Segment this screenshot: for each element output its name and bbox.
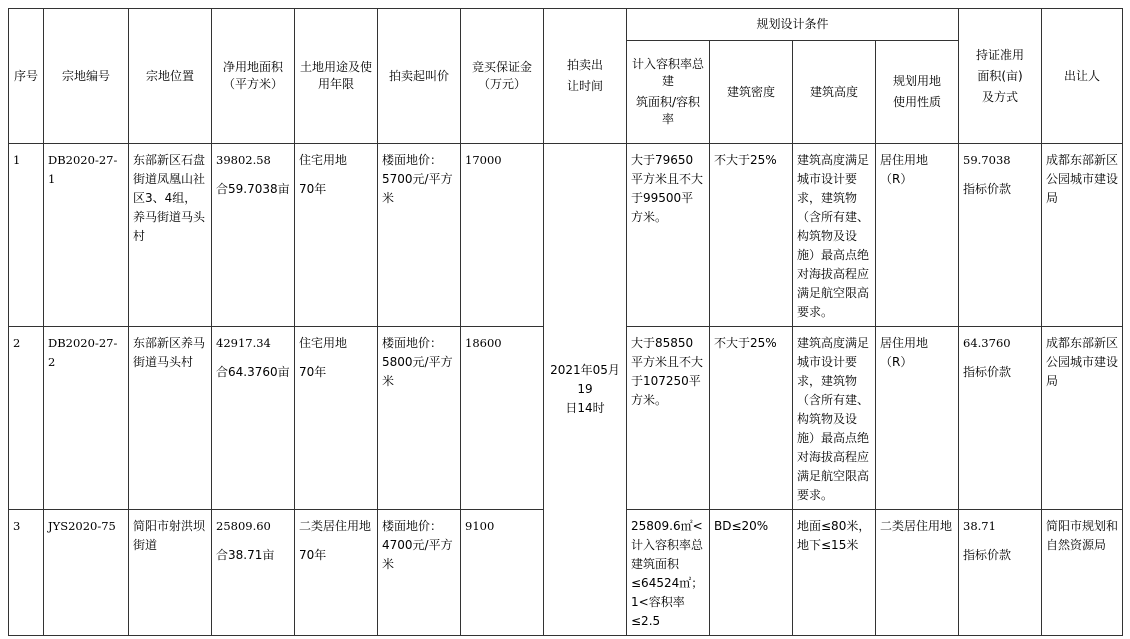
cell-index: 59.7038 指标价款	[959, 144, 1042, 327]
cell-location: 东部新区石盘街道凤凰山社区3、4组，养马街道马头村	[129, 144, 212, 327]
cell-far: 大于85850平方米且不大于107250平方米。	[627, 327, 710, 510]
cell-deposit: 17000	[461, 144, 544, 327]
cell-no: 2	[9, 327, 44, 510]
cell-index: 38.71 指标价款	[959, 510, 1042, 636]
header-height: 建筑高度	[793, 41, 876, 144]
header-seller: 出让人	[1042, 9, 1123, 144]
cell-density: 不大于25%	[710, 144, 793, 327]
land-auction-table	[8, 8, 1123, 636]
cell-start-price: 楼面地价：5700元/平方米	[378, 144, 461, 327]
cell-area: 42917.34 合64.3760亩	[212, 327, 295, 510]
header-code: 宗地编号	[44, 9, 129, 144]
cell-density: 不大于25%	[710, 327, 793, 510]
cell-use: 住宅用地 70年	[295, 327, 378, 510]
header-area: 净用地面积 （平方米）	[212, 9, 295, 144]
cell-start-price: 楼面地价：4700元/平方米	[378, 510, 461, 636]
cell-planning-use: 居住用地 （R）	[876, 144, 959, 327]
cell-location: 东部新区养马街道马头村	[129, 327, 212, 510]
cell-area: 25809.60 合38.71亩	[212, 510, 295, 636]
cell-no: 3	[9, 510, 44, 636]
cell-seller: 成都东部新区公园城市建设局	[1042, 327, 1123, 510]
header-use: 土地用途及使 用年限	[295, 9, 378, 144]
cell-area: 39802.58 合59.7038亩	[212, 144, 295, 327]
cell-planning-use: 居住用地 （R）	[876, 327, 959, 510]
cell-start-price: 楼面地价：5800元/平方米	[378, 327, 461, 510]
cell-code: DB2020-27-1	[44, 144, 129, 327]
header-density: 建筑密度	[710, 41, 793, 144]
cell-use: 住宅用地 70年	[295, 144, 378, 327]
cell-seller: 成都东部新区公园城市建设局	[1042, 144, 1123, 327]
cell-height: 建筑高度满足城市设计要求，建筑物（含所有建、构筑物及设施）最高点绝对海拔高程应满足航空限高要求。	[793, 327, 876, 510]
header-deposit: 竞买保证金 （万元）	[461, 9, 544, 144]
cell-no: 1	[9, 144, 44, 327]
cell-use: 二类居住用地 70年	[295, 510, 378, 636]
cell-code: DB2020-27-2	[44, 327, 129, 510]
cell-planning-use: 二类居住用地	[876, 510, 959, 636]
cell-deposit: 9100	[461, 510, 544, 636]
header-planning-group: 规划设计条件	[627, 9, 959, 41]
cell-location: 简阳市射洪坝街道	[129, 510, 212, 636]
cell-far: 25809.6㎡<计入容积率总建筑面积≤64524㎡；1<容积率≤2.5	[627, 510, 710, 636]
cell-auction-time: 2021年05月19 日14时	[544, 144, 627, 636]
header-start-price: 拍卖起叫价	[378, 9, 461, 144]
cell-height: 建筑高度满足城市设计要求，建筑物（含所有建、构筑物及设施）最高点绝对海拔高程应满足航空限高要求。	[793, 144, 876, 327]
cell-index: 64.3760 指标价款	[959, 327, 1042, 510]
header-no: 序号	[9, 9, 44, 144]
table-row	[9, 144, 1123, 327]
header-time: 拍卖出 让时间	[544, 9, 627, 144]
cell-height: 地面≤80米，地下≤15米	[793, 510, 876, 636]
cell-far: 大于79650平方米且不大于99500平方米。	[627, 144, 710, 327]
header-planning-use: 规划用地 使用性质	[876, 41, 959, 144]
header-index: 持证准用 面积(亩) 及方式	[959, 9, 1042, 144]
header-location: 宗地位置	[129, 9, 212, 144]
cell-density: BD≤20%	[710, 510, 793, 636]
cell-code: JYS2020-75	[44, 510, 129, 636]
cell-deposit: 18600	[461, 327, 544, 510]
header-far: 计入容积率总 建 筑面积/容积 率	[627, 41, 710, 144]
cell-seller: 简阳市规划和自然资源局	[1042, 510, 1123, 636]
